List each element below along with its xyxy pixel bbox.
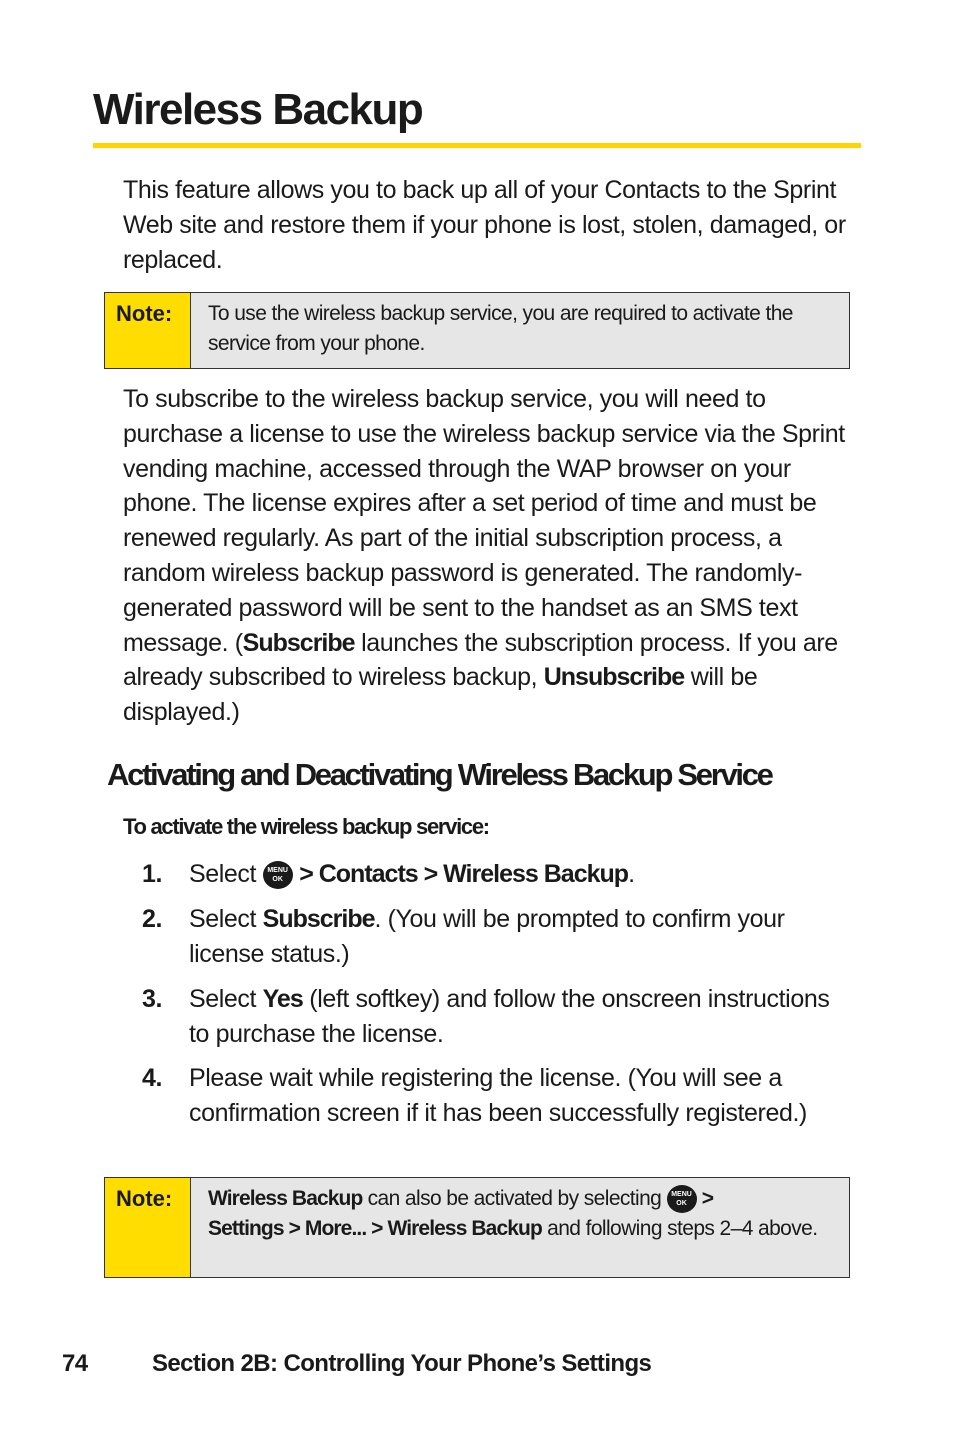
step-text-plain: Select xyxy=(189,905,263,933)
yes-term: Yes xyxy=(262,985,303,1013)
note-text-plain: and following steps 2–4 above. xyxy=(541,1216,818,1240)
menu-path: > Contacts > Wireless Backup xyxy=(299,860,629,888)
note-text: To use the wireless backup service, you are required to activate the service from your phone. xyxy=(208,302,793,355)
title-rule xyxy=(93,143,861,148)
step-number: 3. xyxy=(142,985,163,1013)
step-text-plain: (left softkey) and follow the onscreen instructions to purchase the license. xyxy=(189,985,830,1048)
step-2 xyxy=(142,902,854,972)
page-number: 74 xyxy=(62,1350,88,1377)
section-title: Section 2B: Controlling Your Phone’s Settings xyxy=(152,1350,652,1377)
step-text xyxy=(189,982,854,1052)
paragraph-text: will be displayed.) xyxy=(123,663,758,727)
step-number: 4. xyxy=(142,1064,163,1092)
step-text-plain: . (You will be prompted to confirm your license status.) xyxy=(189,905,785,968)
ok-icon-label: OK xyxy=(272,876,283,884)
step-3 xyxy=(142,982,854,1052)
page-footer xyxy=(62,1350,651,1378)
page-title: Wireless Backup xyxy=(93,85,423,134)
note-label: Note: xyxy=(105,293,191,368)
paragraph-text: launches the subscription process. If you are already subscribed to wireless backup, xyxy=(123,628,838,692)
subscribe-term: Subscribe xyxy=(262,905,375,933)
step-text: Please wait while registering the license. (You will see a confirmation screen if it has been successfully registered.) xyxy=(189,1064,807,1127)
step-text xyxy=(189,857,854,892)
paragraph-text: To subscribe to the wireless backup service, you will need to purchase a license to use the wireless backup service via the Sprint vending machine, accessed through the WAP browser on your phone. The license expires after a set period of time and must be renewed regularly. As part of the initial subscription process, a random wireless backup password is generated. The randomly-generated password will be sent to the handset as an SMS text message. ( xyxy=(123,385,845,657)
step-4 xyxy=(142,1061,854,1131)
subscription-paragraph xyxy=(123,382,853,730)
menu-path: Settings > More... > Wireless Backup xyxy=(208,1216,542,1240)
note-text-plain: can also be activated by selecting xyxy=(362,1187,667,1210)
step-text xyxy=(189,902,854,972)
step-text-plain: Select xyxy=(189,985,263,1013)
menu-icon-label: MENU xyxy=(267,867,288,875)
step-text-plain: Select xyxy=(189,860,263,888)
step-number: 2. xyxy=(142,905,163,933)
note-box-1 xyxy=(104,292,850,369)
menu-icon-label: MENU xyxy=(671,1191,692,1199)
step-text-plain: . xyxy=(628,860,635,888)
section-heading: Activating and Deactivating Wireless Backup Service xyxy=(107,757,772,792)
menu-ok-icon xyxy=(667,1185,697,1213)
procedure-heading: To activate the wireless backup service: xyxy=(123,814,489,839)
intro-paragraph: This feature allows you to back up all of your Contacts to the Sprint Web site and restore them if your phone is lost, stolen, damaged, or replaced. xyxy=(123,176,846,274)
unsubscribe-term: Unsubscribe xyxy=(543,663,685,692)
ok-icon-label: OK xyxy=(676,1200,687,1208)
menu-arrow: > xyxy=(701,1187,714,1210)
note-text xyxy=(191,1178,849,1277)
step-number: 1. xyxy=(142,860,163,888)
note-label: Note: xyxy=(105,1178,191,1277)
subscribe-term: Subscribe xyxy=(242,628,355,657)
step-1 xyxy=(142,857,854,892)
note-box-2 xyxy=(104,1177,850,1278)
menu-ok-icon xyxy=(263,861,293,889)
wireless-backup-term: Wireless Backup xyxy=(208,1187,363,1210)
